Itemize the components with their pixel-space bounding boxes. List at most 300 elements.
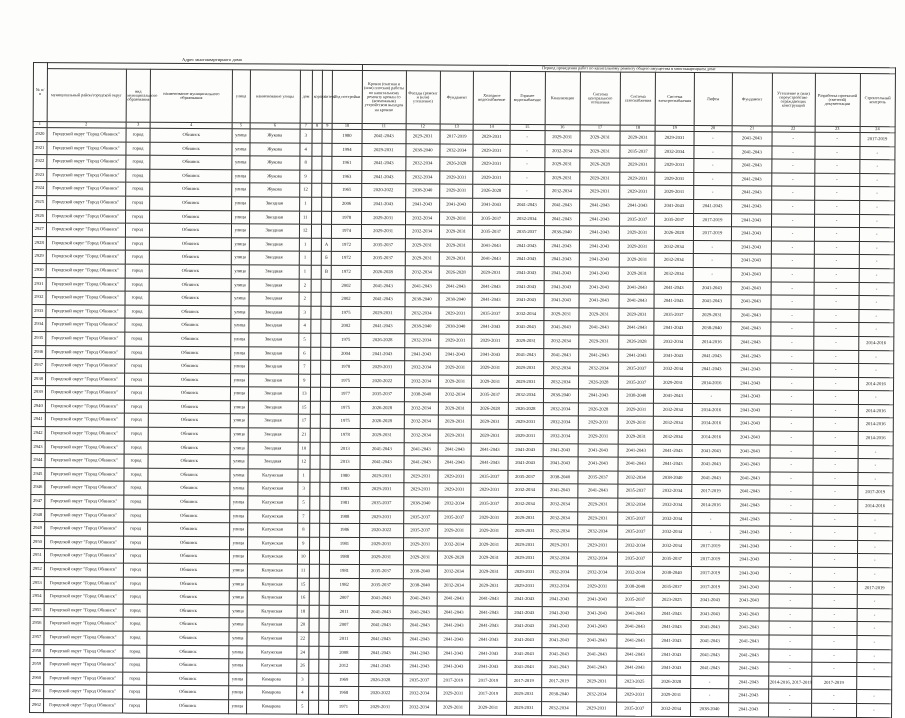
table-cell: Городской округ "Город Обнинск"	[45, 427, 124, 441]
table-cell: город	[122, 658, 147, 672]
table-cell: 2035-2037	[653, 553, 691, 567]
table-cell: -	[813, 391, 858, 405]
column-number: 4	[151, 122, 232, 128]
table-cell: -	[509, 185, 544, 199]
table-cell	[320, 401, 330, 415]
table-cell: -	[814, 268, 859, 282]
table-cell: 2041-2043	[542, 593, 577, 607]
table-cell: 2029-2031	[544, 158, 579, 172]
table-cell: 2029-2031	[438, 334, 472, 348]
table-cell: -	[813, 363, 858, 377]
table-cell: улица	[229, 577, 247, 591]
table-cell: 2029-2031	[438, 375, 472, 389]
table-cell: -	[813, 323, 858, 337]
table-cell: 2041-2043	[652, 661, 690, 675]
table-cell: 2032-2034	[404, 361, 438, 375]
table-cell: 2041-2043	[473, 253, 509, 267]
table-cell: улица	[229, 537, 247, 551]
table-cell: 2041-2043	[731, 281, 771, 295]
table-cell	[321, 292, 331, 306]
table-cell: Калужская	[248, 509, 298, 523]
table-cell: Калужская	[247, 550, 297, 564]
table-cell: город	[123, 509, 148, 523]
table-cell: 2038-2040	[690, 702, 728, 716]
table-cell: 2041-2043	[653, 458, 691, 472]
table-cell	[311, 292, 321, 306]
table-cell: 2032-2034	[402, 687, 436, 701]
table-cell: 2029-2031	[471, 538, 507, 552]
table-cell: 2041-2043	[579, 294, 620, 308]
table-cell	[321, 333, 331, 347]
table-cell: 1	[299, 265, 312, 279]
table-cell: -	[859, 201, 894, 215]
table-cell: 2029-2031	[620, 172, 655, 186]
table-cell: 2029-2031	[472, 361, 508, 375]
table-cell: 2924	[33, 182, 47, 196]
table-cell: -	[859, 173, 894, 187]
table-cell: 2029-2031	[508, 334, 543, 348]
table-cell: Городской округ "Город Обнинск"	[46, 236, 125, 250]
table-cell: 2029-2031	[507, 552, 542, 566]
table-cell: -	[814, 241, 859, 255]
table-cell: 2029-2031	[508, 429, 543, 443]
table-cell: 2944	[31, 454, 45, 468]
table-cell: 2041-2043	[617, 648, 652, 662]
table-cell: 2041-2043	[578, 443, 619, 457]
table-cell: -	[694, 132, 732, 146]
table-cell: 2029-2031	[620, 158, 655, 172]
table-cell: город	[124, 359, 149, 373]
table-cell	[321, 347, 331, 361]
table-cell: улица	[229, 645, 247, 659]
table-cell: 2041-2043	[579, 212, 620, 226]
table-cell: 2041-2043	[544, 267, 579, 281]
column-header: Кровля (скатная и (или) плоская) работы по капитальному ремонту кровли со (возможным) устройством выходов на кровлю	[362, 71, 406, 124]
table-cell: 2960	[30, 671, 44, 685]
table-cell: Городской округ "Город Обнинск"	[44, 549, 123, 563]
table-cell: 2014-2016	[858, 377, 893, 391]
table-cell: Обнинск	[150, 210, 231, 224]
table-cell: улица	[231, 305, 249, 319]
table-cell: 2023-2025	[652, 593, 690, 607]
table-cell: 2029-2031	[439, 307, 473, 321]
table-cell	[310, 387, 320, 401]
table-cell: 2035-2037	[619, 376, 654, 390]
table-cell: 2939	[31, 386, 45, 400]
table-cell: Б	[321, 252, 331, 266]
table-cell: 2041-2043	[730, 540, 770, 554]
table-cell: -	[770, 377, 813, 391]
table-cell	[309, 632, 319, 646]
table-cell: -	[812, 486, 857, 500]
table-cell: -	[812, 513, 857, 527]
table-cell: 2035-2037	[359, 578, 403, 592]
table-cell: 2017-2019	[691, 567, 729, 581]
table-cell: 2041-2043	[729, 621, 769, 635]
table-cell: Обнинск	[150, 142, 231, 156]
table-cell: 2035-2037	[359, 565, 403, 579]
table-cell: 2002	[331, 279, 360, 293]
table-cell: город	[124, 414, 149, 428]
table-cell: Обнинск	[148, 563, 229, 577]
table-cell: 2029-2031	[359, 510, 403, 524]
table-cell: -	[509, 171, 544, 185]
table-cell: Калужская	[247, 605, 297, 619]
table-cell: 1972	[331, 265, 360, 279]
table-cell: 2038-2040	[543, 389, 578, 403]
column-number: 22	[772, 126, 815, 132]
table-cell: -	[814, 227, 859, 241]
table-cell: 2041-2043	[617, 661, 652, 675]
table-cell: -	[858, 391, 893, 405]
table-cell: 2041-2043	[731, 254, 771, 268]
table-cell	[321, 388, 331, 402]
table-cell: 7	[298, 360, 311, 374]
table-cell: 2041-2043	[730, 417, 770, 431]
table-cell: -	[814, 200, 859, 214]
table-cell: 2029-2031	[580, 144, 621, 158]
table-cell: 2041-2043	[579, 240, 620, 254]
table-cell: 2032-2034	[618, 498, 653, 512]
table-cell	[321, 279, 331, 293]
table-cell: 10	[297, 551, 310, 565]
table-cell: Обнинск	[149, 332, 230, 346]
table-cell: 1969	[329, 673, 358, 687]
table-cell: 2029-2031	[620, 240, 655, 254]
table-cell: город	[123, 577, 148, 591]
table-cell: 2038-2040	[403, 565, 437, 579]
table-cell: -	[769, 526, 812, 540]
column-number: 11	[362, 124, 406, 130]
table-cell: 2041-2043	[730, 444, 770, 458]
table-cell: 5	[298, 333, 311, 347]
table-cell: 2041-2043	[579, 280, 620, 294]
table-cell: 2029-2031	[472, 375, 508, 389]
table-cell: улица	[231, 319, 249, 333]
table-cell: -	[813, 350, 858, 364]
table-cell: -	[857, 595, 892, 609]
table-cell	[310, 496, 320, 510]
table-cell: 2041-2043	[542, 620, 577, 634]
table-cell: Звездная	[248, 441, 298, 455]
table-cell: 2041-2043	[730, 526, 770, 540]
table-cell: Обнинск	[149, 373, 230, 387]
table-cell: 2041-2043	[509, 266, 544, 280]
table-cell: 2946	[31, 481, 45, 495]
table-cell: 2029-2031	[437, 483, 471, 497]
table-cell: 1963	[332, 170, 361, 184]
table-cell: -	[691, 512, 729, 526]
table-cell: -	[858, 445, 893, 459]
table-cell: -	[814, 187, 859, 201]
table-cell: Обнинск	[148, 536, 229, 550]
table-cell: город	[124, 346, 149, 360]
table-cell: улица	[229, 632, 247, 646]
table-cell: -	[811, 649, 856, 663]
table-cell: -	[813, 336, 858, 350]
table-cell: 2032-2034	[653, 498, 691, 512]
table-cell: 2	[299, 292, 312, 306]
table-cell: 2029-2031	[473, 144, 509, 158]
table-cell	[321, 360, 331, 374]
table-cell: улица	[232, 142, 250, 156]
table-cell: 2029-2031	[542, 538, 577, 552]
column-number: 20	[694, 126, 732, 132]
table-cell: Звездная	[249, 278, 299, 292]
table-cell	[322, 129, 332, 143]
table-cell: 2032-2034	[437, 565, 471, 579]
table-cell: улица	[228, 686, 246, 700]
table-cell: -	[858, 350, 893, 364]
column-header: Система электроснабжения	[655, 72, 694, 125]
table-cell: 2041-2043	[577, 593, 618, 607]
table-cell: 2041-2043	[506, 647, 541, 661]
table-cell: 2041-2043	[732, 213, 772, 227]
table-cell: 6	[298, 347, 311, 361]
table-cell: 2032-2034	[653, 485, 691, 499]
table-cell: 2017-2019	[857, 581, 892, 595]
column-number: 9	[322, 123, 332, 129]
table-cell: 2032-2034	[654, 335, 692, 349]
table-cell: -	[860, 160, 895, 174]
table-cell: 2029-2031	[473, 130, 509, 144]
table-cell: Обнинск	[147, 699, 228, 713]
table-cell: 2932	[32, 291, 46, 305]
table-cell: 2029-2031	[507, 579, 542, 593]
table-cell: 2014-2016	[692, 335, 730, 349]
table-cell: 2029-2031	[620, 226, 655, 240]
table-cell: город	[123, 590, 148, 604]
column-number: 23	[815, 126, 860, 132]
table-cell: Обнинск	[148, 468, 229, 482]
table-cell: Звездная	[248, 455, 298, 469]
column-header: Строительный контроль	[860, 74, 896, 127]
table-cell: 2029-2031	[404, 470, 438, 484]
table-cell: -	[811, 662, 856, 676]
table-cell: 2041-2043	[404, 456, 438, 470]
table-cell	[320, 510, 330, 524]
table-cell: Обнинск	[149, 441, 230, 455]
table-cell: город	[124, 454, 149, 468]
table-cell: Звездная	[249, 319, 299, 333]
column-number: 24	[860, 127, 895, 133]
table-cell: город	[123, 617, 148, 631]
table-cell: 2017-2019	[693, 213, 731, 227]
table-cell: 3	[296, 673, 309, 687]
table-cell: -	[768, 662, 811, 676]
column-number: 3	[126, 122, 151, 128]
table-cell: 2035-2037	[578, 471, 619, 485]
table-cell: -	[857, 636, 892, 650]
table-cell: 2041-2043	[691, 648, 729, 662]
table-cell: улица	[231, 333, 249, 347]
table-cell: 2014-2016	[858, 418, 893, 432]
table-cell: А	[321, 238, 331, 252]
table-cell: -	[769, 513, 812, 527]
table-cell: 2951	[30, 549, 44, 563]
table-cell: 2029-2031	[360, 483, 404, 497]
table-cell: 2032-2034	[404, 334, 438, 348]
table-cell: 1	[299, 197, 312, 211]
table-cell	[319, 632, 329, 646]
table-cell: 2041-2043	[471, 606, 507, 620]
column-number: 15	[510, 124, 545, 130]
column-header: Разработка проектной (сметной) документации	[815, 73, 860, 126]
table-cell: Обнинск	[150, 223, 231, 237]
table-cell: Обнинск	[147, 618, 228, 632]
table-cell: Звездная	[248, 360, 298, 374]
table-cell: 2945	[31, 467, 45, 481]
table-cell: -	[814, 282, 859, 296]
table-cell: 2035-2037	[618, 552, 653, 566]
table-cell: 2041-2043	[543, 443, 578, 457]
table-cell: 1975	[331, 333, 360, 347]
table-cell: 2032-2034	[508, 389, 543, 403]
table-cell: 2041-2043	[652, 648, 690, 662]
table-cell: 2041-2043	[579, 199, 620, 213]
table-cell: Звездная	[249, 292, 299, 306]
table-cell: 2029-2031	[655, 172, 693, 186]
table-cell: Обнинск	[150, 251, 231, 265]
table-cell: 18	[297, 605, 310, 619]
table-cell: 2029-2031	[619, 417, 654, 431]
table-cell	[312, 197, 322, 211]
table-cell: 2029-2031	[436, 687, 470, 701]
table-cell: 2041-2043	[403, 633, 437, 647]
table-cell: 1981	[330, 564, 359, 578]
capital-repair-register-table	[29, 62, 896, 718]
table-cell: 2955	[30, 603, 44, 617]
table-cell: Обнинск	[148, 454, 229, 468]
table-cell	[310, 428, 320, 442]
table-cell: 2041-2043	[729, 580, 769, 594]
table-cell	[320, 442, 330, 456]
table-cell: город	[123, 536, 148, 550]
table-cell: 2032-2034	[406, 157, 440, 171]
table-cell: Звездная	[249, 238, 299, 252]
table-cell: город	[125, 237, 150, 251]
table-cell: город	[123, 604, 148, 618]
table-cell: 2026-2028	[578, 403, 619, 417]
table-cell: 2041-2043	[436, 660, 470, 674]
table-cell: улица	[231, 265, 249, 279]
table-cell: 2041-2043	[470, 660, 506, 674]
table-cell: 2032-2034	[653, 512, 691, 526]
table-cell: Звездная	[248, 387, 298, 401]
table-cell: 2937	[32, 359, 46, 373]
table-cell: 2041-2043	[652, 634, 690, 648]
column-header: корпус	[312, 70, 322, 123]
table-cell: 2041-2043	[543, 321, 578, 335]
table-cell: 2041-2043	[544, 212, 579, 226]
table-cell	[310, 523, 320, 537]
table-cell: 2041-2043	[402, 660, 436, 674]
table-cell: Городской округ "Город Обнинск"	[44, 535, 123, 549]
table-cell: улица	[230, 373, 248, 387]
table-cell: -	[769, 594, 812, 608]
table-cell: 2041-2043	[508, 457, 543, 471]
table-cell: город	[125, 291, 150, 305]
table-cell: 2041-2043	[470, 620, 506, 634]
table-cell: 2032-2034	[653, 526, 691, 540]
table-cell: 2032-2034	[543, 402, 578, 416]
table-cell: город	[123, 631, 148, 645]
table-cell: 2029-2031	[360, 429, 404, 443]
table-cell: Обнинск	[148, 522, 229, 536]
column-number: 21	[732, 126, 772, 132]
table-cell: 2029-2031	[471, 524, 507, 538]
table-cell: 2035-2037	[361, 252, 405, 266]
table-cell: 2041-2043	[403, 606, 437, 620]
table-cell: -	[771, 200, 814, 214]
table-cell: 2041-2043	[508, 443, 543, 457]
table-cell: 2032-2034	[405, 171, 439, 185]
table-cell: 2041-2043	[438, 443, 472, 457]
table-cell: 2026-2028	[360, 401, 404, 415]
table-cell: -	[859, 282, 894, 296]
table-cell: 2032-2034	[507, 497, 542, 511]
table-cell: 2029-2031	[506, 688, 541, 702]
table-cell: Городской округ "Город Обнинск"	[45, 413, 124, 427]
table-cell: -	[769, 567, 812, 581]
table-cell: 2041-2043	[361, 170, 405, 184]
table-cell: 9	[297, 537, 310, 551]
table-cell: 2922	[33, 155, 47, 169]
table-cell: 16	[297, 591, 310, 605]
table-cell: Обнинск	[148, 590, 229, 604]
table-cell: 26	[296, 659, 309, 673]
table-cell: 2017-2019	[506, 674, 541, 688]
table-cell: -	[813, 377, 858, 391]
table-cell: город	[124, 468, 149, 482]
table-cell: Калужская	[248, 496, 298, 510]
table-cell	[319, 578, 329, 592]
table-cell: город	[122, 699, 147, 713]
table-cell: -	[769, 581, 812, 595]
table-cell: 2041-2043	[473, 280, 509, 294]
column-number: 14	[474, 124, 510, 130]
column-header: дом	[300, 70, 313, 123]
table-cell: Городской округ "Город Обнинск"	[46, 168, 125, 182]
table-cell: 2029-2031	[579, 308, 620, 322]
table-cell: улица	[229, 591, 247, 605]
table-cell: 2020-2022	[358, 687, 402, 701]
table-cell: 2014-2016, 2017-2019	[768, 676, 811, 690]
table-cell: Жукова	[250, 129, 300, 143]
table-cell: 1980	[332, 129, 361, 143]
table-cell: Калужская	[247, 591, 297, 605]
table-cell	[311, 224, 321, 238]
table-cell: 2038-2040	[544, 226, 579, 240]
column-number: 7	[300, 123, 312, 129]
table-cell: Обнинск	[147, 686, 228, 700]
table-cell: 8	[297, 523, 310, 537]
table-cell: 2041-2043	[579, 253, 620, 267]
table-cell: Городской округ "Город Обнинск"	[43, 685, 122, 699]
table-cell: -	[690, 689, 728, 703]
table-cell: 2041-2043	[619, 321, 654, 335]
table-cell: Звездная	[249, 224, 299, 238]
table-cell: 1975	[331, 401, 360, 415]
table-cell: Звездная	[249, 197, 299, 211]
table-cell: 2041-2043	[653, 444, 691, 458]
table-cell	[311, 347, 321, 361]
table-cell: -	[771, 295, 814, 309]
table-cell: 2041-2043	[509, 280, 544, 294]
table-cell: 2035-2037	[472, 307, 508, 321]
table-cell: 2041-2043	[578, 389, 619, 403]
table-cell: 2950	[31, 535, 45, 549]
